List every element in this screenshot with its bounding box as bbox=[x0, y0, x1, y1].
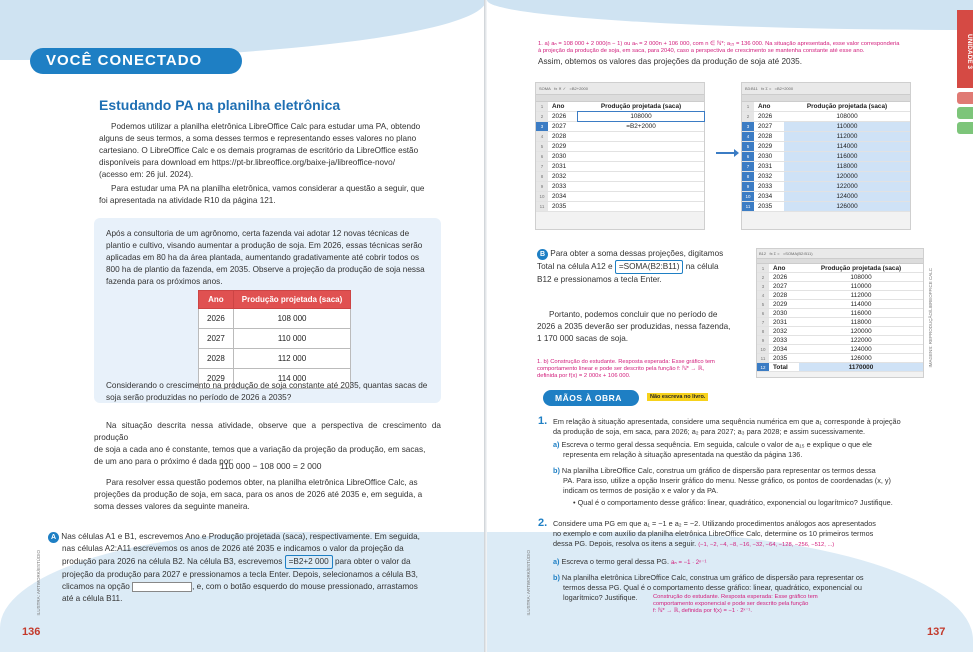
left-page bbox=[0, 0, 486, 652]
decorative-wave bbox=[487, 0, 973, 30]
unit-tab-stripe bbox=[957, 92, 973, 104]
page-number: 136 bbox=[22, 626, 41, 638]
problem-box bbox=[94, 218, 441, 403]
difference-formula: 110 000 − 108 000 = 2 000 bbox=[220, 461, 322, 471]
spreadsheet-screenshot-1: SOMA fx ✕ ✓ =B2+2000 1 Ano Produção projetada (saca) 2 2026 108000 3 2027 =B2+2000 4 2028 5 2029 6 2030 7 2031 8 2032 9 2033 10 2034 11 2035 bbox=[535, 82, 705, 230]
table-header: Produção projetada (saca) bbox=[233, 291, 350, 309]
step-a: A Nas células A1 e B1, escrevemos Ano e Produção projetada (saca), respectivamente. Em seguida, nas células A2:A11 escrevemos os anos de 2026 até 2035 e indicamos o valor da projeção da produção para 2026 na célula B2. Na célula B3, escrevemos =B2+2 000 para obter o valor da projeção da produção para 2027 e pressionamos a tecla Enter. Depois, selecionamos a célula B3, clicamos na opção , e, com o botão esquerdo do mouse pressionado, arrastamos até a célula B11. bbox=[48, 531, 441, 605]
nao-escreva-note: Não escreva no livro. bbox=[647, 393, 708, 401]
projection-table bbox=[198, 290, 351, 389]
table-row: 2028 112 000 bbox=[199, 349, 351, 369]
question-number: 2. bbox=[538, 517, 548, 529]
fill-handle-option-image bbox=[132, 582, 192, 592]
conclusion: Portanto, podemos concluir que no período de 2026 a 2035 deverão ser produzidas, nessa fazenda, 1 170 000 sacas de soja. bbox=[537, 310, 731, 343]
spreadsheet-screenshot-2: B3:B11 fx Σ = =B2+2000 1 Ano Produção projetada (saca) 2 2026 108000 3 2027 110000 4 2028 112000 5 2029 114000 6 2030 116000 7 2031 118000 8 2032 120000 9 2033 122000 10 2034 124000 11 2035 126000 bbox=[741, 82, 911, 230]
section-heading: Estudando PA na planilha eletrônica bbox=[99, 97, 341, 113]
method-paragraph: Para resolver essa questão podemos obter, na planilha eletrônica LibreOffice Calc, as projeções da produção de soja, em saca, para os anos de 2026 até 2035 e, em seguida, a soma desses valores da seguinte maneira. bbox=[94, 478, 423, 511]
maos-a-obra-banner: MÃOS À OBRA bbox=[543, 390, 639, 406]
question-number: 1. bbox=[538, 415, 548, 427]
section-banner: VOCÊ CONECTADO bbox=[30, 48, 242, 74]
question-1: Em relação à situação apresentada, considere uma sequência numérica em que a₁ corresponde à projeção da produção de soja, em saca, para 2026; a₂ para 2027; a₃ para 2028; e assim sucessivamente. bbox=[553, 417, 901, 436]
sum-formula-box: =SOMA(B2:B11) bbox=[615, 260, 684, 274]
answer-2a: aₙ = −1 · 2ⁿ⁻¹ bbox=[671, 560, 707, 566]
question-2a: a) Escreva o termo geral dessa PG. aₙ = −1 · 2ⁿ⁻¹ bbox=[553, 557, 707, 566]
step-b: B Para obter a soma dessas projeções, digitamos Total na célula A12 e =SOMA(B2:B11) na célula B12 e pressionamos a tecla Enter. bbox=[537, 249, 724, 284]
problem-text: Após a consultoria de um agrônomo, certa fazenda vai adotar 12 novas técnicas de plantio e cultivo, visando aumentar a produção de soja. Em 2026, essas técnicas serão aplicadas em 80 ha da área plantada, aumentando gradativamente até cobrir todos os 800 ha de plantio da fazenda, em 2035. Observe a projeção da produção de soja nessa fazenda para os próximos anos. bbox=[106, 229, 425, 286]
image-credit: ILUSTRA: ARTWORK/ESTÚDIO bbox=[526, 550, 531, 616]
question-2: Considere uma PG em que a₁ = −1 e a₂ = −2. Utilizando procedimentos análogos aos apresentados no exemplo e com auxílio da planilha eletrônica LibreOffice Calc, determine os 10 primeiros termos dessa PG. Depois, resolva os itens a seguir. (−1, −2, −4, −8, −16, −32, −64, −128, −256, −512, ...) bbox=[553, 519, 876, 548]
problem-question: Considerando o crescimento na produção de soja constante até 2035, quantas sacas de soja serão produzidas no período de 2026 a 2035? bbox=[106, 381, 428, 402]
question-1a: a) Escreva o termo geral dessa sequência. Em seguida, calcule o valor de a₁₅ e explique o que ele representa em relação à situação apresentada na questão da página 136. bbox=[553, 440, 872, 459]
analysis-paragraph: Na situação descrita nessa atividade, observe que a perspectiva de crescimento da produção de soja a cada ano é constante, temos que a variação da projeção da produção, em sacas, de um ano para o próximo é dada por: bbox=[94, 421, 441, 466]
step-a-badge: A bbox=[48, 532, 59, 543]
question-1b: b) Na planilha LibreOffice Calc, construa um gráfico de dispersão para representar os termos dessa PA. Para isso, utilize a opção Inserir gráfico do menu. Nesse gráfico, os pontos de coordenadas (x, y) indicam os termos de posição x e valor y da PA. • Qual é o comportamento desse gráfico: linear, quadrático, exponencial ou logarítmico? Justifique. bbox=[553, 466, 893, 507]
answer-2: (−1, −2, −4, −8, −16, −32, −64, −128, −256, −512, ...) bbox=[698, 542, 835, 548]
answer-1a: 1. a) aₙ = 108 000 + 2 000(n − 1) ou aₙ = 2 000n + 106 000, com n ∈ ℕ*; a₁₅ = 136 000. Na situação apresentada, esse valor corresponderia à projeção da produção de soja, em saca, para 2040, caso a perspectiva de crescimento se mantenha constante até esse ano. bbox=[538, 41, 900, 54]
spreadsheet-screenshot-3: B12 fx Σ = =SOMA(B2:B11) 1 Ano Produção projetada (saca) 2 2026 108000 3 2027 110000 4 2028 112000 5 2029 114000 6 2030 116000 7 2031 118000 8 2032 120000 9 2033 122000 10 2034 124000 11 2035 126000 12 Total 1170000 bbox=[756, 248, 924, 378]
table-header: Ano bbox=[199, 291, 234, 309]
right-intro: Assim, obtemos os valores das projeções da produção de soja até 2035. bbox=[538, 57, 802, 66]
arrow-icon bbox=[716, 152, 736, 154]
formula-box: =B2+2 000 bbox=[285, 555, 333, 569]
intro-paragraph-2: Para estudar uma PA na planilha eletrônica, vamos considerar a questão a seguir, que foi apresentada na atividade R10 da página 121. bbox=[99, 184, 425, 205]
image-credit: ILUSTRA: ARTWORK/ESTÚDIO bbox=[36, 550, 41, 616]
image-credit: IMAGENS: REPRODUÇÃO/LIBREOFFICE CALC bbox=[928, 268, 933, 368]
question-2b: b) Na planilha eletrônica LibreOffice Calc, construa um gráfico de dispersão para representar os termos dessa PG. Qual é o comportamento desse gráfico: linear, quadrático, exponencial ou logarítmico? Justifique. bbox=[553, 573, 864, 602]
answer-2b: Construção do estudante. Resposta esperada: Esse gráfico tem comportamento exponencial e pode ser descrito pela função f: ℕ* → ℝ, definida por f(x) = −1 · 2ˣ⁻¹. bbox=[653, 594, 818, 614]
table-row: 2026 108 000 bbox=[199, 309, 351, 329]
answer-1b: 1. b) Construção do estudante. Resposta esperada: Esse gráfico tem comportamento linear e pode ser descrito pela função f: ℕ* → ℝ, definida por f(x) = 2 000x + 106 000. bbox=[537, 359, 715, 379]
table-row: 2027 110 000 bbox=[199, 329, 351, 349]
unit-tab-stripe bbox=[957, 107, 973, 119]
page-number: 137 bbox=[927, 626, 946, 638]
intro-paragraph: Podemos utilizar a planilha eletrônica LibreOffice Calc para estudar uma PA, obtendo alguns de seus termos, a soma desses termos e representando esses valores no plano cartesiano. O LibreOffice Calc e os demais programas de escritório da LibreOffice estão disponíveis para download em https://pt-br.libreoffice.org/baixe-ja/libreoffice-novo/ (acesso em: 26 jul. 2024). bbox=[99, 122, 421, 179]
unit-tab-stripe bbox=[957, 122, 973, 134]
step-b-badge: B bbox=[537, 249, 548, 260]
unit-tab: UNIDADE 3 bbox=[957, 10, 973, 88]
table-row: 2029 114 000 bbox=[199, 369, 351, 389]
